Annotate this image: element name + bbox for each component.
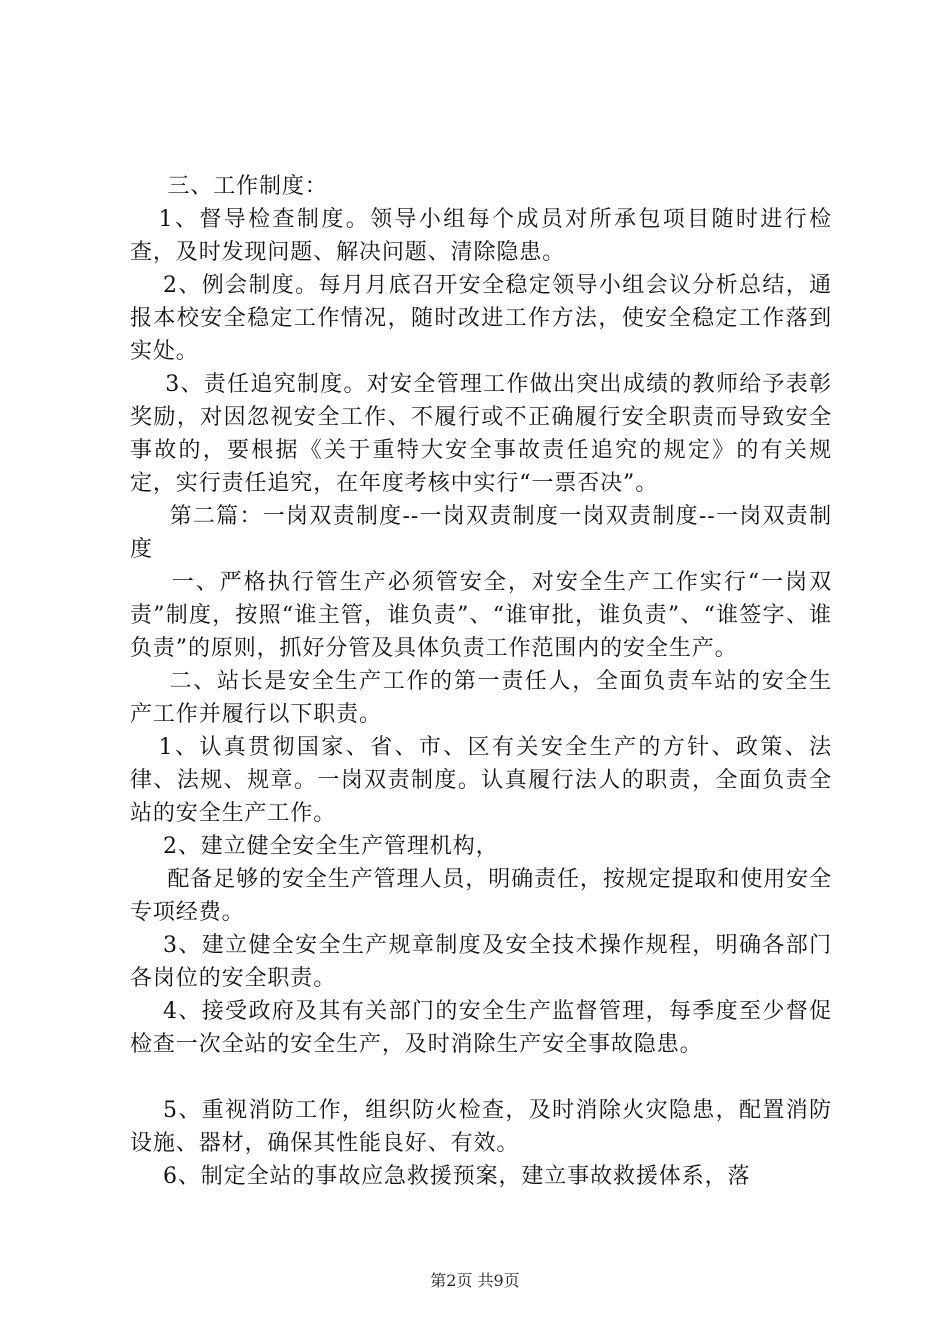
paragraph: 二、站长是安全生产工作的第一责任人，全面负责车站的安全生产工作并履行以下职责。 [130, 669, 832, 727]
paragraph: 配备足够的安全生产管理人员，明确责任，按规定提取和使用安全专项经费。 [130, 867, 832, 925]
paragraph: 三、工作制度： [167, 174, 328, 199]
paragraph: 4、接受政府及其有关部门的安全生产监督管理，每季度至少督促检查一次全站的安全生产，及时消除生产安全事故隐患。 [130, 999, 832, 1057]
paragraph: 6、制定全站的事故应急救援预案，建立事故救援体系，落 [163, 1164, 751, 1189]
paragraph: 3、责任追究制度。对安全管理工作做出突出成绩的教师给予表彰奖励，对因忽视安全工作、不履行或不正确履行安全职责而导致安全事故的，要根据《关于重特大安全事故责任追究的规定》的有关规定，实行责任追究，在年度考核中实行“一票否决”。 [130, 372, 832, 496]
paragraph-gap [130, 1061, 832, 1094]
paragraph: 2、建立健全安全生产管理机构， [163, 834, 499, 859]
paragraph: 1、认真贯彻国家、省、市、区有关安全生产的方针、政策、法律、法规、规章。一岗双责制度。认真履行法人的职责，全面负责全站的安全生产工作。 [130, 735, 832, 826]
paragraph: 5、重视消防工作，组织防火检查，及时消除火灾隐患，配置消防设施、器材，确保其性能良好、有效。 [130, 1098, 832, 1156]
page-footer: 第2页 共9页 [430, 1271, 520, 1290]
paragraph: 第二篇：一岗双责制度--一岗双责制度一岗双责制度--一岗双责制度 [130, 504, 832, 562]
paragraph: 1、督导检查制度。领导小组每个成员对所承包项目随时进行检查，及时发现问题、解决问题、清除隐患。 [130, 207, 832, 265]
document-body [130, 170, 832, 1193]
paragraph: 一、严格执行管生产必须管安全，对安全生产工作实行“一岗双责”制度，按照“谁主管，谁负责”、“谁审批，谁负责”、“谁签字、谁负责”的原则，抓好分管及具体负责工作范围内的安全生产。 [130, 570, 832, 661]
paragraph: 3、建立健全安全生产规章制度及安全技术操作规程，明确各部门各岗位的安全职责。 [130, 933, 832, 991]
paragraph: 2、例会制度。每月月底召开安全稳定领导小组会议分析总结，通报本校安全稳定工作情况，随时改进工作方法，使安全稳定工作落到实处。 [130, 273, 832, 364]
